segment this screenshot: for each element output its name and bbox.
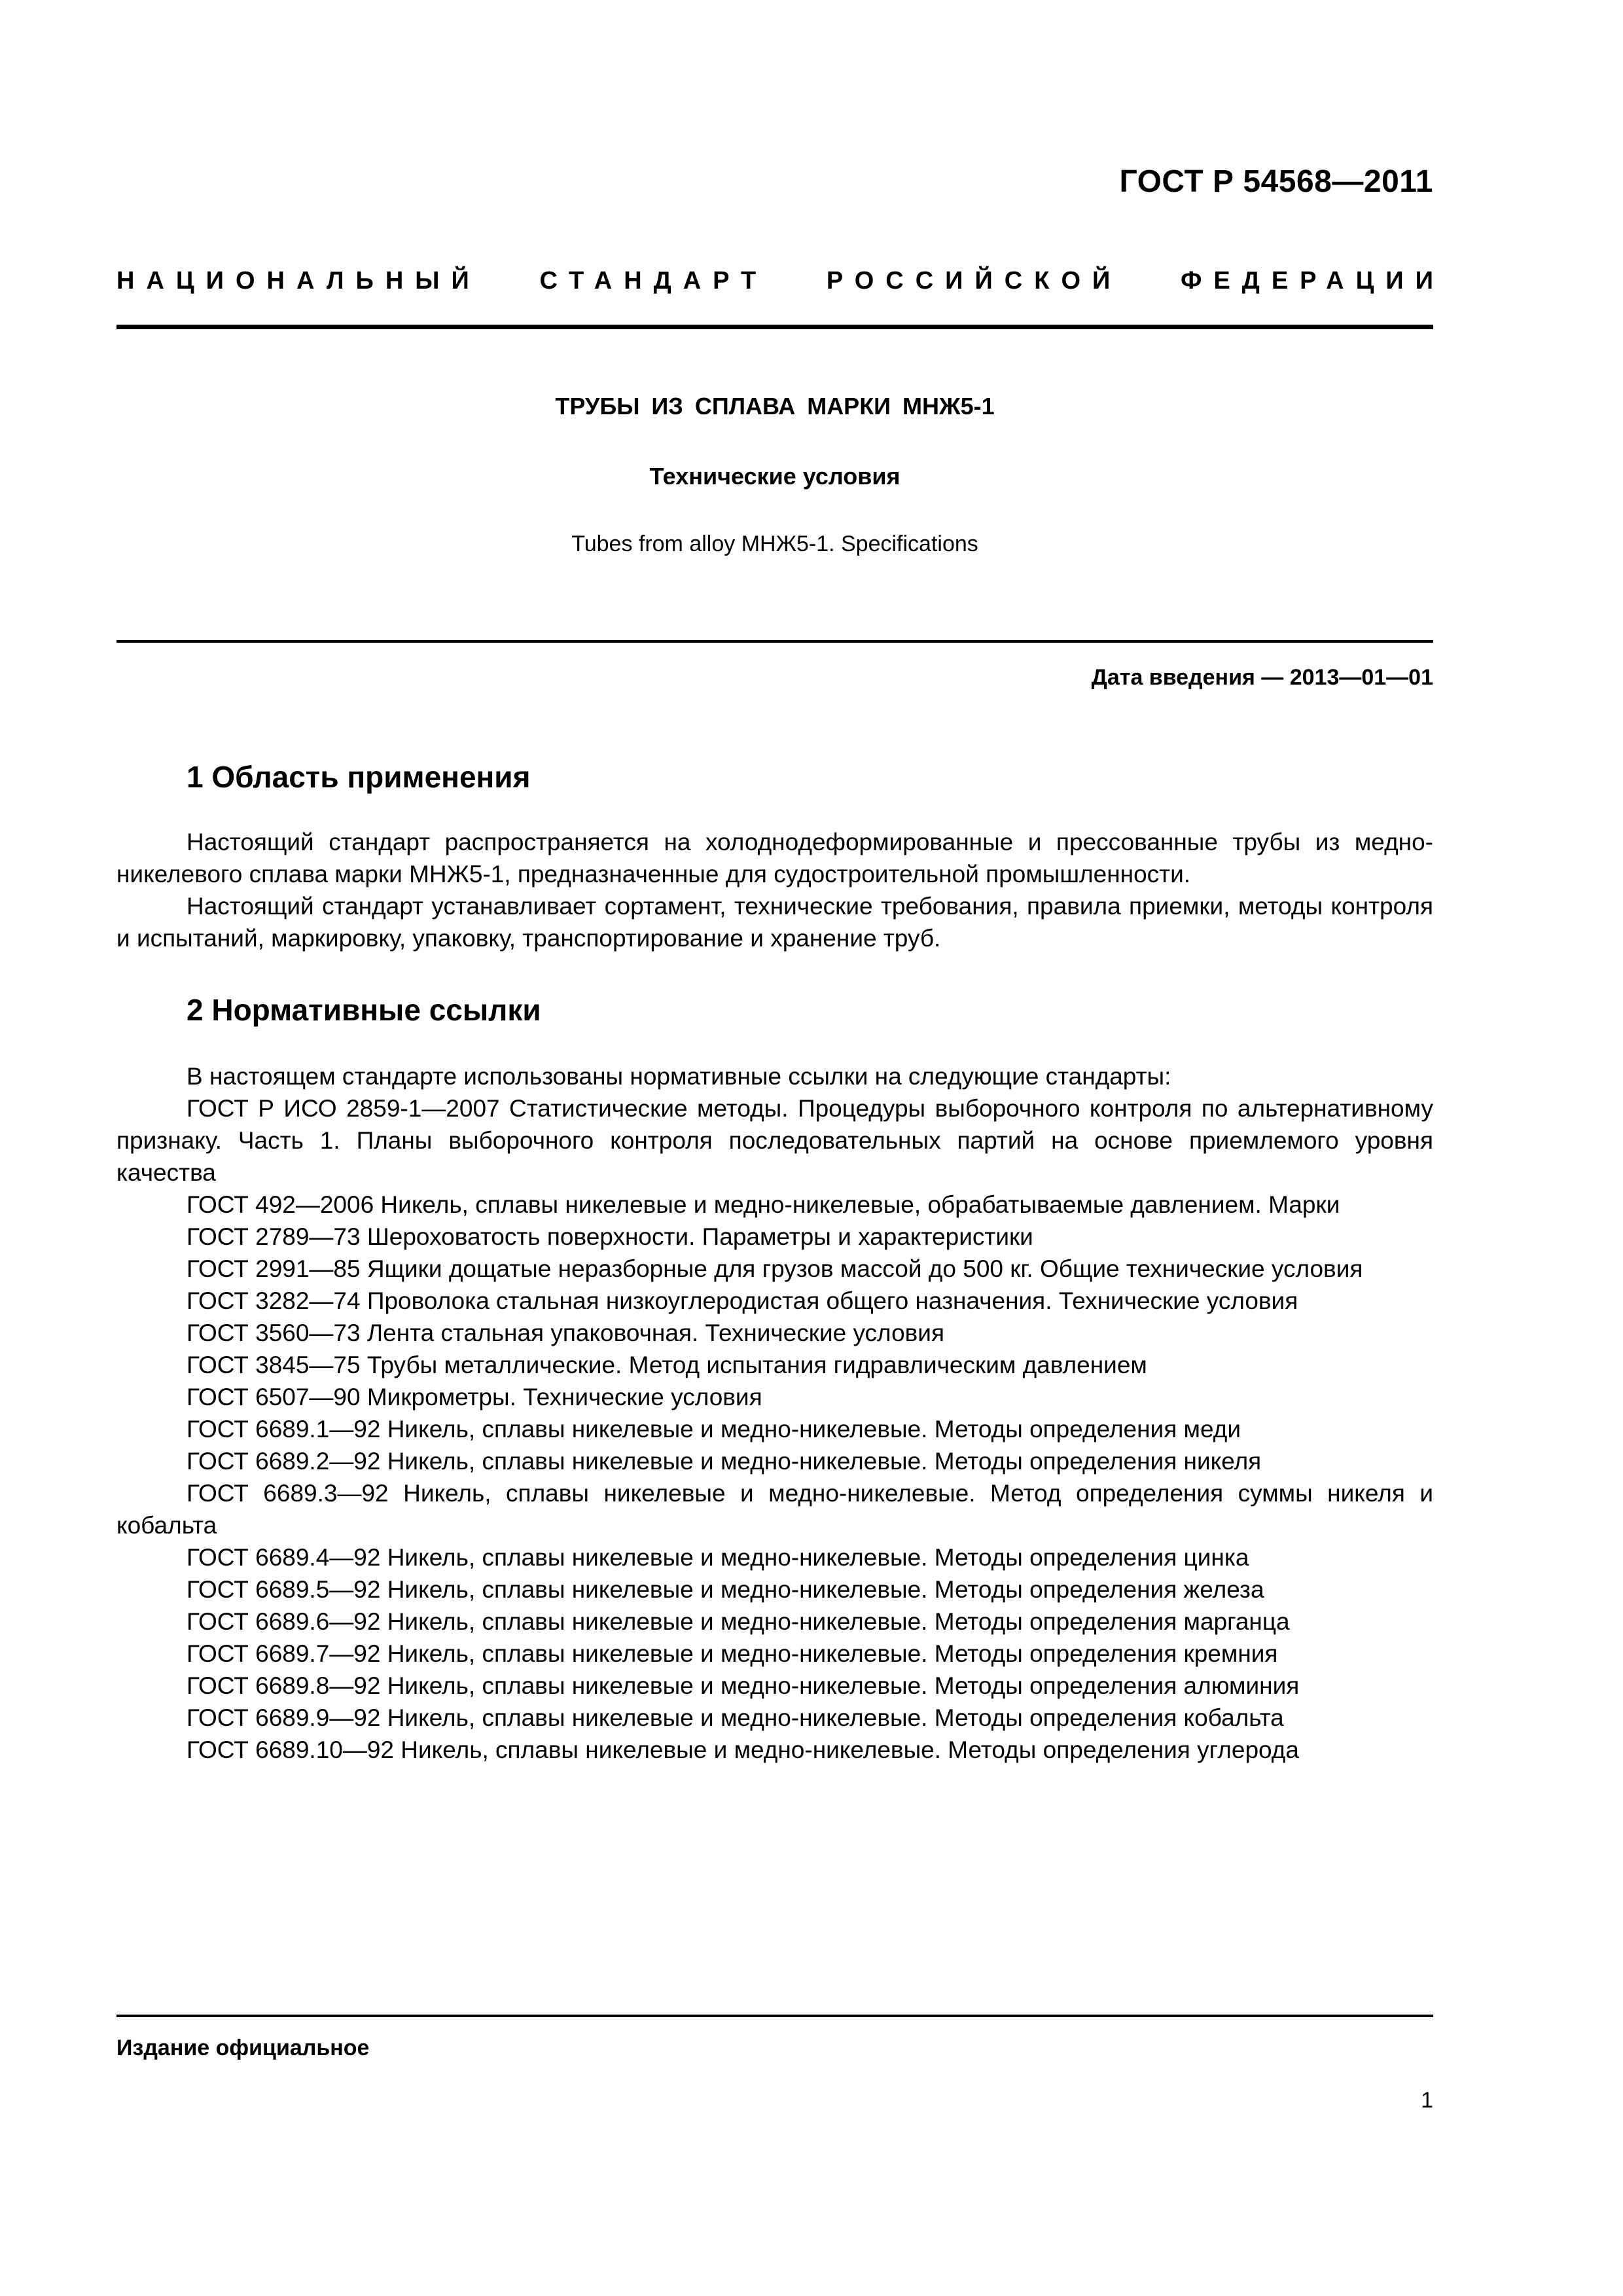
official-edition-label: Издание официальное	[116, 2036, 370, 2060]
references-intro: В настоящем стандарте использованы нормативные ссылки на следующие стандарты:	[187, 1063, 1171, 1090]
reference-item: ГОСТ 6689.7—92 Никель, сплавы никелевые и медно-никелевые. Методы определения кремния	[187, 1640, 1278, 1667]
reference-item: ГОСТ 3560—73 Лента стальная упаковочная. Технические условия	[187, 1319, 945, 1346]
reference-item: ГОСТ Р ИСО 2859-1—2007 Статистические методы. Процедуры выборочного контроля по альтернативному признаку. Часть 1. Планы выборочного контроля последовательных партий на основе приемлемого уровня качества	[116, 1095, 1433, 1186]
national-standard-banner	[116, 267, 1445, 295]
national-word: НАЦИОНАЛЬНЫЙ	[116, 267, 481, 295]
reference-item: ГОСТ 3282—74 Проволока стальная низкоуглеродистая общего назначения. Технические условия	[187, 1287, 1298, 1314]
reference-item: ГОСТ 492—2006 Никель, сплавы никелевые и медно-никелевые, обрабатываемые давлением. Марки	[187, 1191, 1340, 1218]
reference-item: ГОСТ 6689.8—92 Никель, сплавы никелевые и медно-никелевые. Методы определения алюминия	[187, 1672, 1300, 1699]
section-2-heading: 2 Нормативные ссылки	[187, 993, 541, 1027]
page-number: 1	[1421, 2088, 1433, 2113]
reference-item: ГОСТ 2991—85 Ящики дощатые неразборные для грузов массой до 500 кг. Общие технические условия	[187, 1255, 1363, 1282]
title-divider	[116, 640, 1433, 643]
document-code: ГОСТ Р 54568—2011	[1119, 164, 1433, 199]
introduction-date: Дата введения — 2013—01—01	[1091, 665, 1433, 690]
header-divider	[116, 325, 1433, 329]
national-word: ФЕДЕРАЦИИ	[1180, 267, 1445, 295]
paragraph: Настоящий стандарт устанавливает сортамент, технические требования, правила приемки, методы контроля и испытаний, маркировку, упаковку, транспортирование и хранение труб.	[116, 893, 1433, 952]
reference-item: ГОСТ 6689.2—92 Никель, сплавы никелевые и медно-никелевые. Методы определения никеля	[187, 1448, 1262, 1475]
document-title: ТРУБЫ ИЗ СПЛАВА МАРКИ МНЖ5-1	[555, 393, 995, 420]
national-word: СТАНДАРТ	[539, 267, 768, 295]
section-2-body	[116, 1060, 1433, 1766]
reference-item: ГОСТ 6689.5—92 Никель, сплавы никелевые и медно-никелевые. Методы определения железа	[187, 1576, 1264, 1603]
national-word: РОССИЙСКОЙ	[826, 267, 1122, 295]
paragraph: Настоящий стандарт распространяется на холоднодеформированные и прессованные трубы из медно-никелевого сплава марки МНЖ5-1, предназначенные для судостроительной промышленности.	[116, 829, 1433, 888]
section-1-heading: 1 Область применения	[187, 760, 531, 794]
english-title: Tubes from alloy МНЖ5-1. Specifications	[571, 531, 978, 556]
reference-item: ГОСТ 6689.1—92 Никель, сплавы никелевые и медно-никелевые. Методы определения меди	[187, 1416, 1241, 1443]
reference-item: ГОСТ 6507—90 Микрометры. Технические условия	[187, 1384, 762, 1410]
reference-item: ГОСТ 6689.9—92 Никель, сплавы никелевые и медно-никелевые. Методы определения кобальта	[187, 1704, 1284, 1731]
reference-item: ГОСТ 2789—73 Шероховатость поверхности. Параметры и характеристики	[187, 1223, 1033, 1250]
reference-item: ГОСТ 3845—75 Трубы металлические. Метод испытания гидравлическим давлением	[187, 1352, 1147, 1378]
reference-item: ГОСТ 6689.4—92 Никель, сплавы никелевые и медно-никелевые. Методы определения цинка	[187, 1544, 1249, 1571]
section-1-body	[116, 826, 1433, 954]
footer-divider	[116, 2015, 1433, 2017]
reference-item: ГОСТ 6689.6—92 Никель, сплавы никелевые и медно-никелевые. Методы определения марганца	[187, 1608, 1290, 1635]
reference-item: ГОСТ 6689.3—92 Никель, сплавы никелевые и медно-никелевые. Метод определения суммы никеля и кобальта	[116, 1480, 1433, 1539]
document-subtitle: Технические условия	[649, 463, 901, 490]
reference-item: ГОСТ 6689.10—92 Никель, сплавы никелевые и медно-никелевые. Методы определения углерода	[187, 1736, 1299, 1763]
